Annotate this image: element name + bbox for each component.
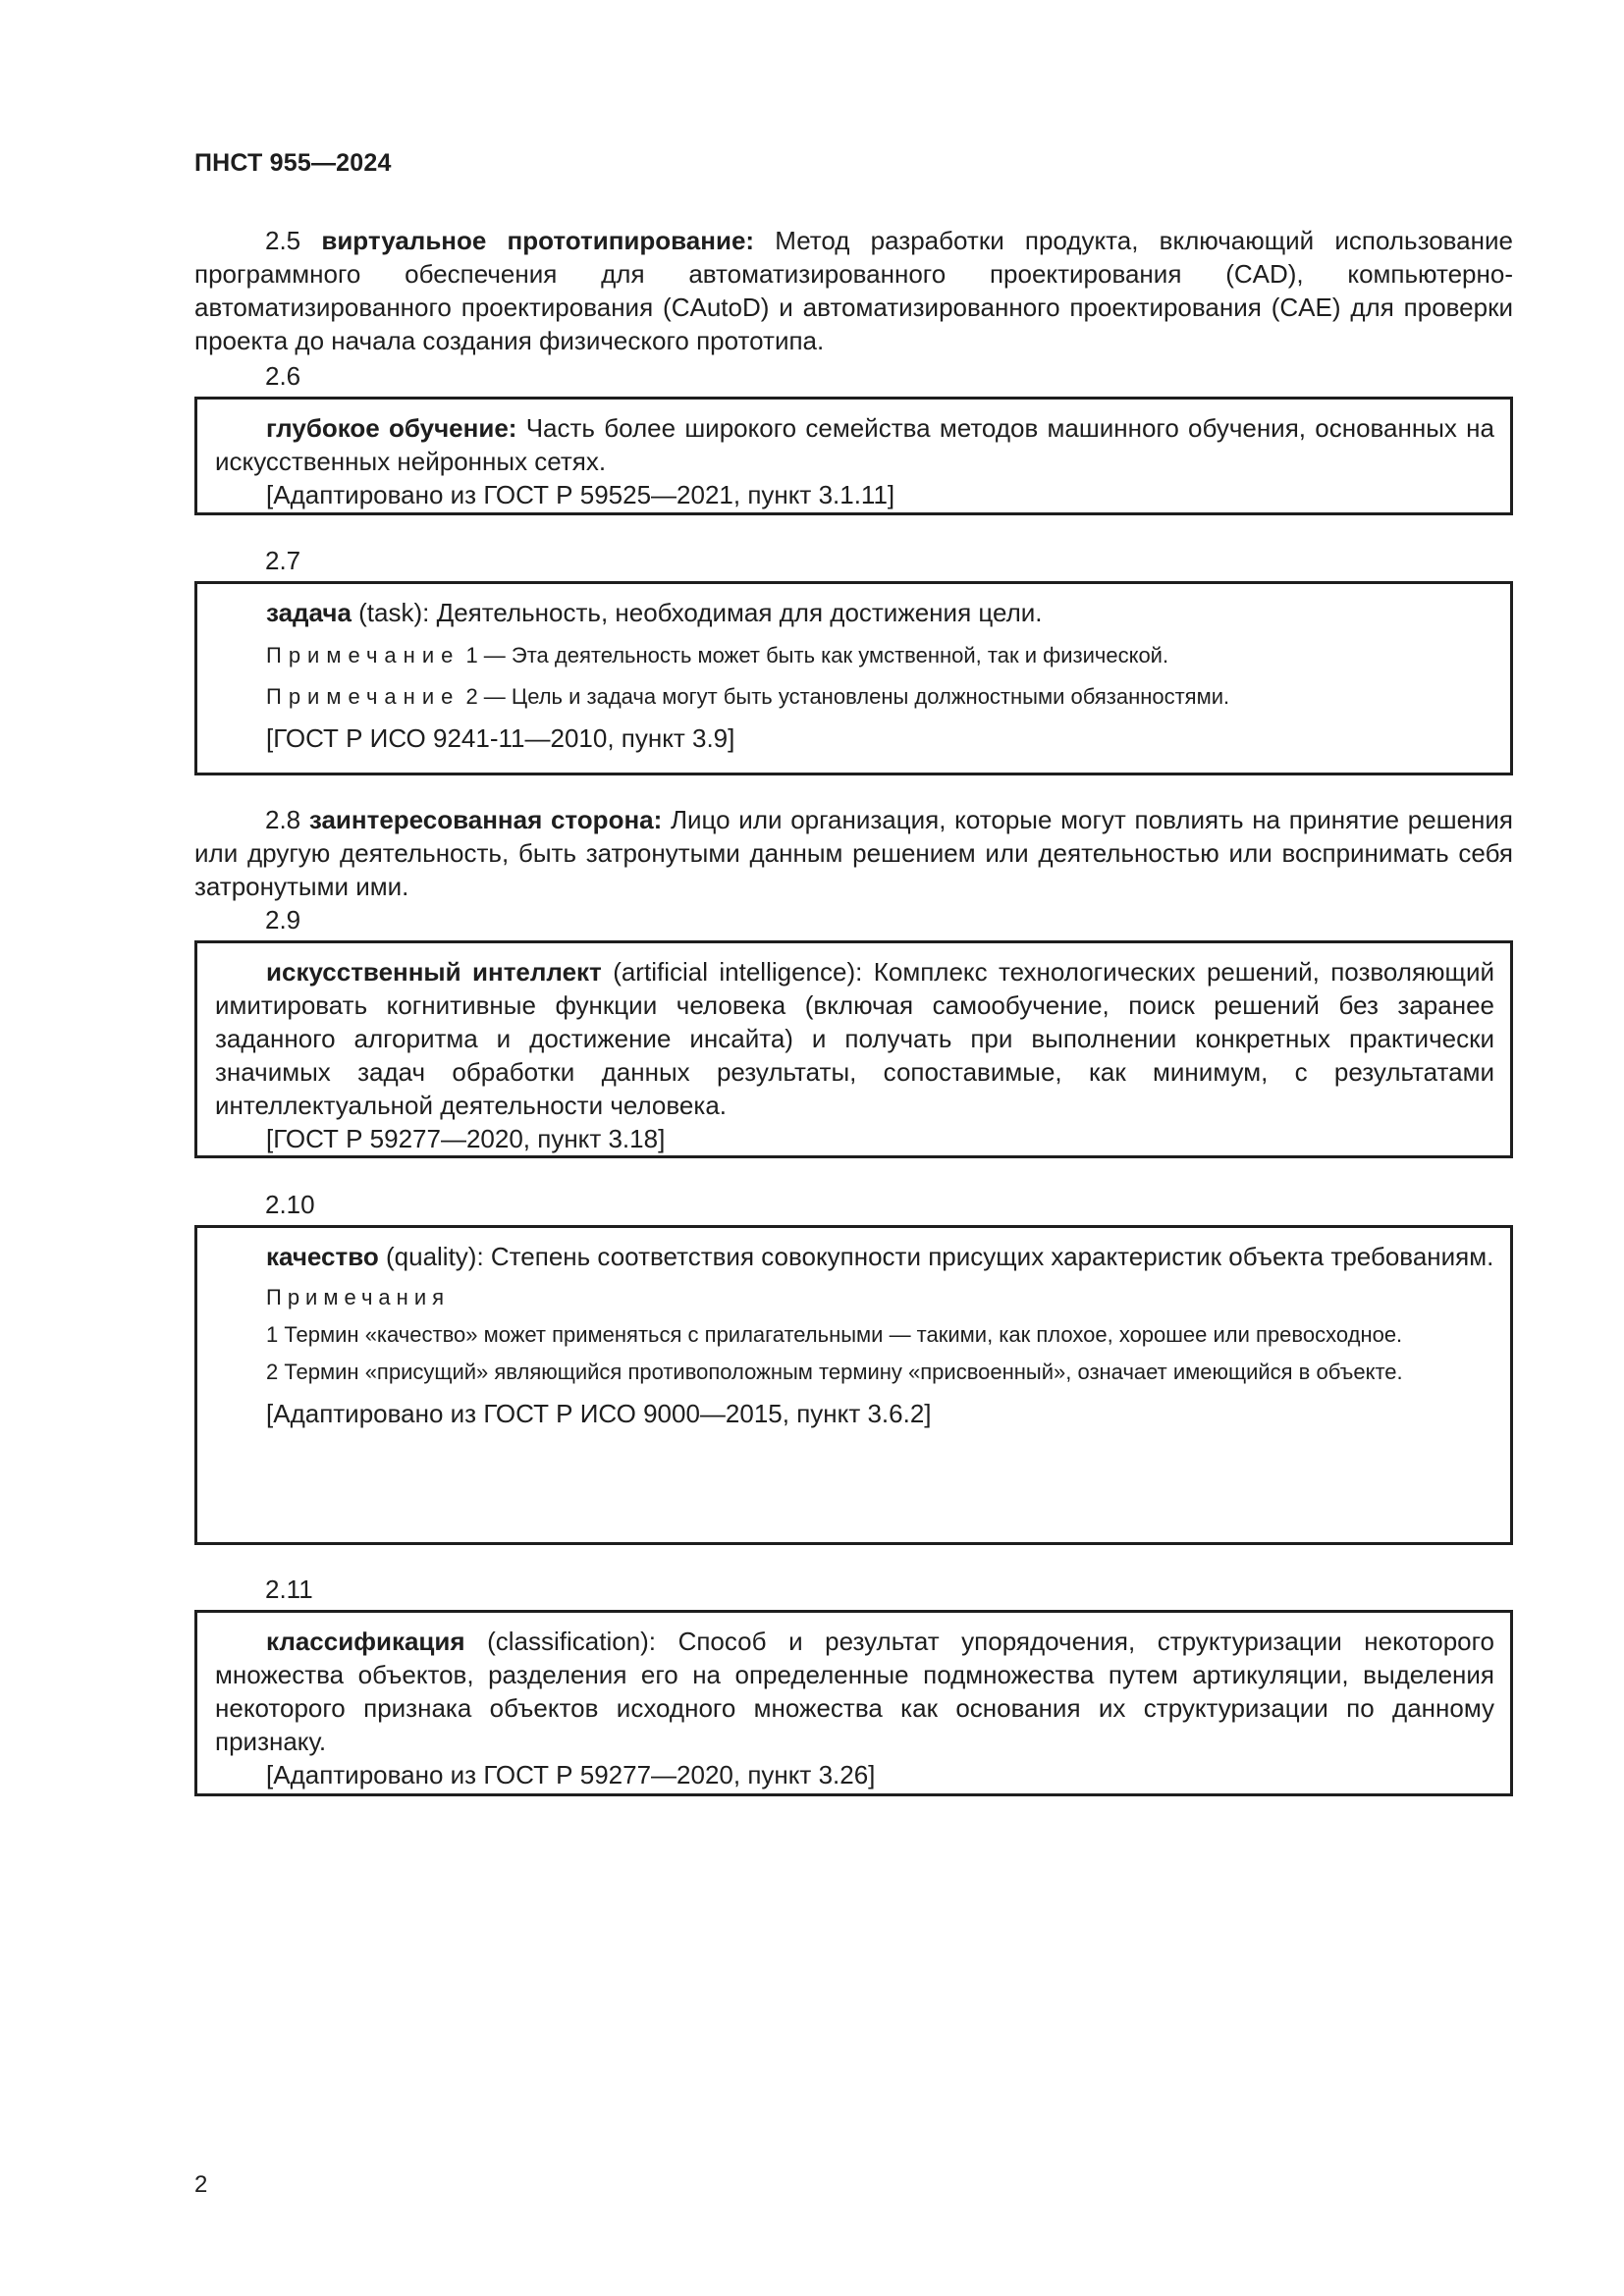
term-2-10-definition: (quality): Степень соответствия совокупности присущих характеристик объекта требованиям. xyxy=(378,1242,1494,1271)
term-2-7-definition: (task): Деятельность, необходимая для достижения цели. xyxy=(351,598,1043,627)
term-2-10-note-2: 2 Термин «присущий» являющийся противоположным термину «присвоенный», означает имеющийся в объекте. xyxy=(266,1360,1403,1384)
note-label: Примечание xyxy=(266,684,460,709)
term-2-8-paragraph xyxy=(194,803,1513,903)
term-2-11-number: 2.11 xyxy=(265,1575,313,1604)
term-2-11-definition: (classification): Способ и результат упорядочения, структуризации некоторого множества объектов, разделения его на определенные подмножества путем артикуляции, выделения некоторого признака объектов исходного множества как основания их структуризации по данному признаку. xyxy=(215,1627,1494,1756)
term-2-8-definition: Лицо или организация, которые могут повлиять на принятие решения или другую деятельность, быть затронутыми данным решением или деятельностью или воспринимать себя затронутыми ими. xyxy=(194,805,1513,901)
term-2-10-notes-heading: Примечания xyxy=(266,1285,451,1309)
term-2-7-term: задача xyxy=(266,598,352,627)
term-2-9-definition-paragraph xyxy=(215,955,1494,1122)
term-2-7-note-2 xyxy=(215,682,1494,712)
term-2-6-definition: Часть более широкого семейства методов машинного обучения, основанных на искусственных нейронных сетях. xyxy=(215,413,1494,476)
term-2-9-source: [ГОСТ Р 59277—2020, пункт 3.18] xyxy=(266,1124,666,1153)
term-2-5-term: виртуальное прототипирование: xyxy=(321,226,755,255)
term-2-9-definition: (artificial intelligence): Комплекс технологических решений, позволяющий имитировать когнитивные функции человека (включая самообучение, поиск решений без заранее заданного алгоритма и достижение инсайта) и получать при выполнении конкретных практически значимых задач обработки данных результаты, сопоставимые, как минимум, с результатами интеллектуальной деятельности человека. xyxy=(215,957,1494,1120)
term-2-6-number: 2.6 xyxy=(265,361,301,391)
note-label: Примечание xyxy=(266,643,460,667)
term-2-7-note-1 xyxy=(215,641,1494,670)
term-2-9-number: 2.9 xyxy=(265,905,301,934)
term-2-10-number: 2.10 xyxy=(265,1190,315,1219)
note-text: 1 — Эта деятельность может быть как умственной, так и физической. xyxy=(460,643,1169,667)
term-2-11-term: классификация xyxy=(266,1627,465,1656)
term-2-11-box xyxy=(194,1610,1513,1796)
term-2-9-term: искусственный интеллект xyxy=(266,957,602,987)
term-2-10-note-1: 1 Термин «качество» может применяться с прилагательными — такими, как плохое, хорошее или превосходное. xyxy=(266,1322,1403,1347)
term-2-9-box xyxy=(194,940,1513,1158)
term-2-5-definition: Метод разработки продукта, включающий использование программного обеспечения для автоматизированного проектирования (CAD), компьютерно-автоматизированного проектирования (CAutoD) и автоматизированного проектирования (CAE) для проверки проекта до начала создания физического прототипа. xyxy=(194,226,1513,355)
term-2-5-paragraph xyxy=(194,224,1513,357)
term-2-10-source: [Адаптировано из ГОСТ Р ИСО 9000—2015, пункт 3.6.2] xyxy=(266,1399,932,1428)
term-2-7-definition-paragraph xyxy=(215,596,1494,629)
term-2-6-definition-paragraph xyxy=(215,411,1494,478)
term-2-10-term: качество xyxy=(266,1242,379,1271)
document-code-header: ПНСТ 955—2024 xyxy=(194,149,392,177)
term-2-11-source: [Адаптировано из ГОСТ Р 59277—2020, пункт 3.26] xyxy=(266,1760,876,1789)
term-2-5-number: 2.5 xyxy=(265,226,301,255)
term-2-11-definition-paragraph xyxy=(215,1625,1494,1758)
term-2-7-number: 2.7 xyxy=(265,546,301,575)
term-2-10-definition-paragraph xyxy=(215,1240,1494,1273)
note-text: 2 — Цель и задача могут быть установлены должностными обязанностями. xyxy=(460,684,1230,709)
page-number: 2 xyxy=(194,2171,208,2198)
term-2-10-box xyxy=(194,1225,1513,1545)
term-2-6-term: глубокое обучение: xyxy=(266,413,517,443)
term-2-8-term: заинтересованная сторона: xyxy=(308,805,663,834)
term-2-8-number: 2.8 xyxy=(265,805,301,834)
term-2-6-source: [Адаптировано из ГОСТ Р 59525—2021, пункт 3.1.11] xyxy=(266,480,895,509)
term-2-6-box xyxy=(194,397,1513,515)
term-2-7-box xyxy=(194,581,1513,775)
term-2-7-source: [ГОСТ Р ИСО 9241-11—2010, пункт 3.9] xyxy=(266,723,735,753)
